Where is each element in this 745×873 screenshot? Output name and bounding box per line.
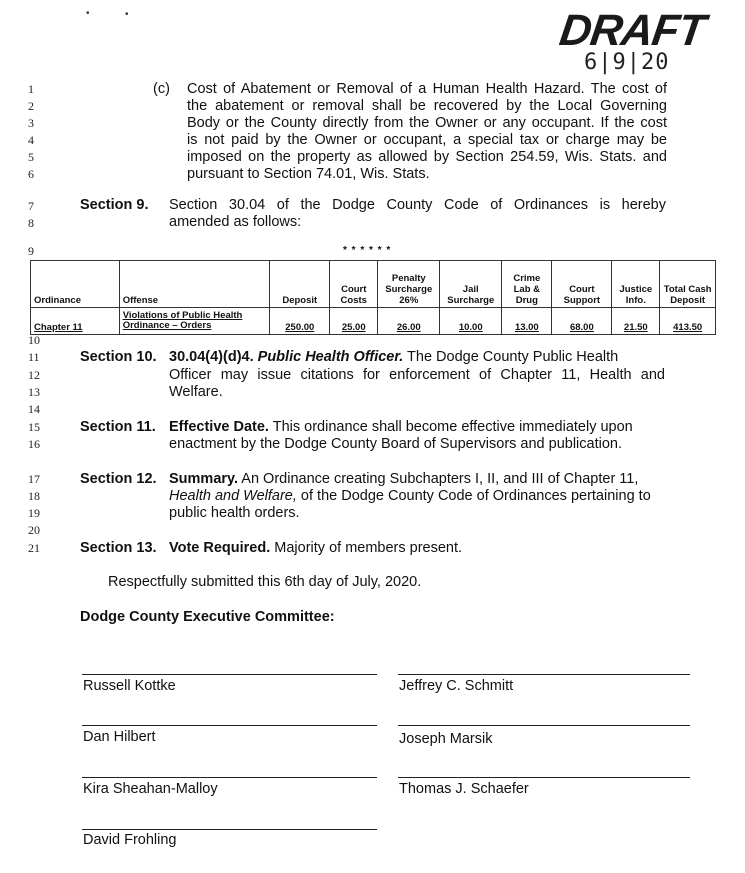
section-11-text: This ordinance shall become effective immediately upon [272, 419, 633, 435]
line-number: 17 [28, 472, 40, 486]
signer-name: Kira Sheahan-Malloy [83, 781, 218, 797]
column-header: Jail Surcharge [440, 261, 502, 308]
scan-mark: • [86, 8, 90, 19]
line-number: 20 [28, 523, 40, 537]
column-header: Ordinance [31, 261, 120, 308]
subsection-label: (c) [153, 81, 170, 97]
line-number: 1 [28, 82, 34, 96]
signature-line [398, 725, 690, 726]
section-8c-line: Body or the County directly from the Owner or any occupant. If the cost [187, 115, 667, 131]
line-number: 6 [28, 167, 34, 181]
signer-name: Dan Hilbert [83, 729, 156, 745]
line-number: 9 [28, 244, 34, 258]
submitted-statement: Respectfully submitted this 6th day of July, 2020. [108, 574, 422, 590]
section-8c-line: is not paid by the Owner or occupant, a special tax or charge may be [187, 132, 667, 148]
section-8c-line: Cost of Abatement or Removal of a Human Health Hazard. The cost of [187, 81, 667, 97]
draft-stamp [556, 6, 710, 80]
court-costs-cell: 25.00 [330, 308, 378, 335]
section-10-text: Welfare. [169, 384, 223, 400]
section-10-code: 30.04(4)(d)4. [169, 349, 254, 365]
column-header: Deposit [270, 261, 330, 308]
column-header: Offense [119, 261, 270, 308]
line-number: 21 [28, 541, 40, 555]
section-11-heading [169, 419, 633, 436]
column-header: Total Cash Deposit [660, 261, 716, 308]
section-9-text: Section 30.04 of the Dodge County Code of Ordinances is hereby [169, 197, 666, 213]
section-10-text: Officer may issue citations for enforcement of Chapter 11, Health and [169, 367, 665, 383]
line-number: 16 [28, 437, 40, 451]
signer-name: Jeffrey C. Schmitt [399, 678, 514, 694]
column-header: Crime Lab & Drug [502, 261, 552, 308]
section-12-text: An Ordinance creating Subchapters I, II, and III of Chapter 11, [241, 471, 639, 487]
signature-line [82, 777, 377, 778]
line-number: 2 [28, 99, 34, 113]
jail-surcharge-cell: 10.00 [440, 308, 502, 335]
table-row [31, 308, 716, 335]
line-number: 3 [28, 116, 34, 130]
line-number: 4 [28, 133, 34, 147]
section-11-text: enactment by the Dodge County Board of Supervisors and publication. [169, 436, 622, 452]
committee-heading: Dodge County Executive Committee: [80, 609, 335, 625]
section-10-heading [169, 349, 618, 366]
section-13-text: Majority of members present. [274, 540, 463, 556]
signer-name: Russell Kottke [83, 678, 176, 694]
section-12-label: Section 12. [80, 471, 157, 487]
line-number: 5 [28, 150, 34, 164]
column-header: Court Costs [330, 261, 378, 308]
total-deposit-cell: 413.50 [660, 308, 716, 335]
signer-name: Joseph Marsik [399, 731, 493, 747]
table-header-row [31, 261, 716, 308]
section-12-text-line [169, 488, 651, 505]
section-8c-line: the abatement or removal shall be recovered by the Local Governing [187, 98, 667, 114]
section-9-text: amended as follows: [169, 214, 302, 230]
chapter-title-italic: Health and Welfare, [169, 488, 297, 504]
scan-mark: • [125, 9, 129, 20]
section-9-label: Section 9. [80, 197, 149, 213]
draft-stamp-word: DRAFT [556, 6, 708, 55]
section-11-label: Section 11. [80, 419, 156, 435]
draft-stamp-date: 6|9|20 [584, 50, 670, 75]
section-13-label: Section 13. [80, 540, 157, 556]
line-number: 7 [28, 199, 34, 213]
ordinance-cell: Chapter 11 [31, 308, 120, 335]
offense-line: Violations of Public Health [122, 310, 243, 321]
section-8c-line: imposed on the property as allowed by Section 254.59, Wis. Stats. and [187, 149, 667, 165]
column-header: Court Support [552, 261, 612, 308]
section-12-text: public health orders. [169, 505, 300, 521]
court-support-cell: 68.00 [552, 308, 612, 335]
signature-line [82, 674, 377, 675]
section-11-title: Effective Date. [169, 419, 269, 435]
line-number: 11 [28, 350, 40, 364]
line-number: 18 [28, 489, 40, 503]
section-10-label: Section 10. [80, 349, 157, 365]
signature-line [82, 725, 377, 726]
column-header: Penalty Surcharge 26% [378, 261, 440, 308]
line-number: 13 [28, 385, 40, 399]
penalty-surcharge-cell: 26.00 [378, 308, 440, 335]
line-number: 12 [28, 368, 40, 382]
line-number: 8 [28, 216, 34, 230]
section-10-title: Public Health Officer. [257, 349, 404, 365]
signature-line [398, 674, 690, 675]
section-8c-line: pursuant to Section 74.01, Wis. Stats. [187, 166, 430, 182]
signature-line [398, 777, 690, 778]
offense-cell [119, 308, 270, 335]
offense-line: Ordinance – Orders [122, 320, 212, 331]
fee-schedule-table [30, 260, 716, 335]
asterisk-separator: * * * * * * [343, 245, 392, 256]
line-number: 10 [28, 333, 40, 347]
line-number: 19 [28, 506, 40, 520]
line-number: 15 [28, 420, 40, 434]
crime-lab-cell: 13.00 [502, 308, 552, 335]
justice-info-cell: 21.50 [612, 308, 660, 335]
section-13-heading [169, 540, 462, 557]
signer-name: David Frohling [83, 832, 177, 848]
signature-line [82, 829, 377, 830]
section-12-text: of the Dodge County Code of Ordinances pertaining to [300, 488, 651, 504]
signer-name: Thomas J. Schaefer [399, 781, 529, 797]
line-number: 14 [28, 402, 40, 416]
section-12-title: Summary. [169, 471, 239, 487]
deposit-cell: 250.00 [270, 308, 330, 335]
section-12-heading [169, 471, 638, 488]
section-10-text: The Dodge County Public Health [407, 349, 619, 365]
column-header: Justice Info. [612, 261, 660, 308]
section-13-title: Vote Required. [169, 540, 271, 556]
